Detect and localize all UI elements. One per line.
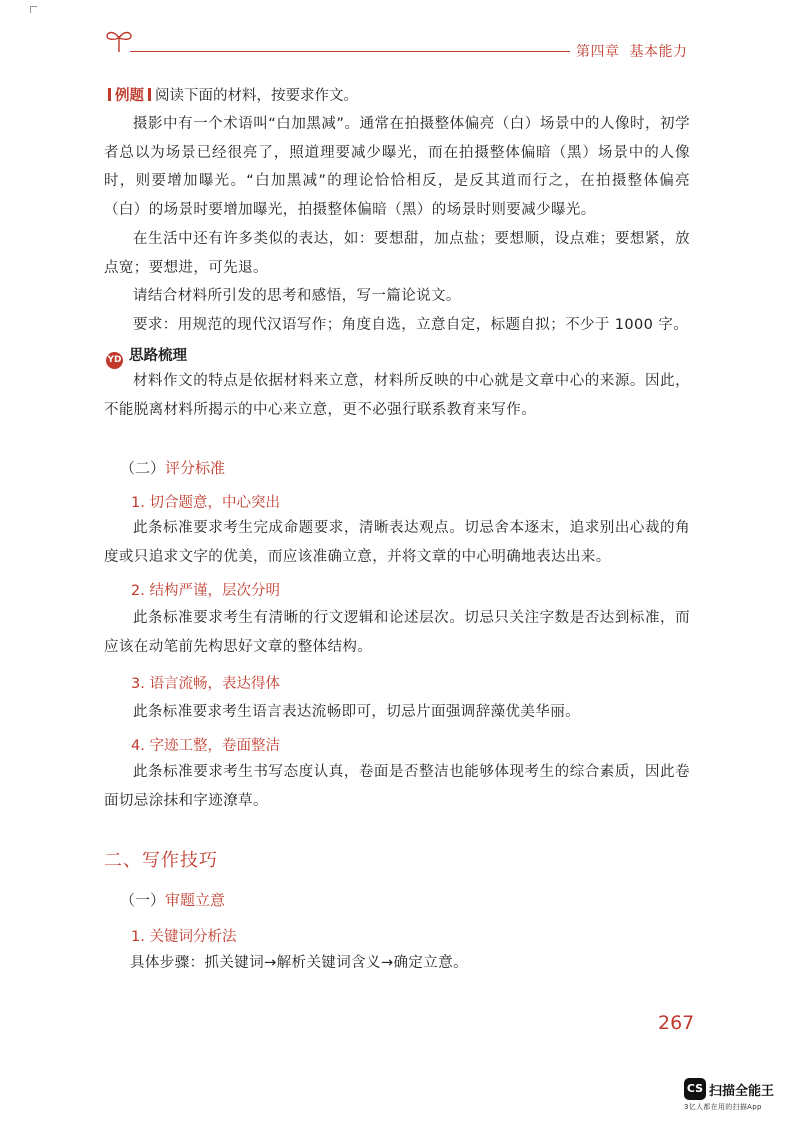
skills-method-title: 关键词分析法	[149, 929, 237, 945]
example-heading	[104, 86, 358, 106]
watermark-name: 扫描全能王	[709, 1083, 775, 1099]
camscanner-logo-icon: CS	[684, 1078, 706, 1100]
scoring-item-1-title: 切合题意，中心突出	[149, 495, 280, 511]
crop-mark	[30, 6, 37, 13]
scoring-item-1-text: 此条标准要求考生完成命题要求，清晰表达观点。切忌舍本逐末，追求别出心裁的角度或只追求文字的优美，而应该准确立意，并将文章的中心明确地表达出来。	[104, 520, 690, 565]
scoring-item-2-text: 此条标准要求考生有清晰的行文逻辑和论述层次。切忌只关注字数是否达到标准，而应该在动笔前先构思好文章的整体结构。	[104, 610, 690, 655]
think-title: 思路梳理	[129, 348, 187, 364]
scoring-title: 评分标准	[165, 459, 226, 477]
header-dashed-rule	[490, 51, 570, 52]
scoring-item-4-text: 此条标准要求考生书写态度认真，卷面是否整洁也能够体现考生的综合素质，因此卷面切忌涂抹和字迹潦草。	[104, 764, 690, 809]
scoring-item-3-text: 此条标准要求考生语言表达流畅即可，切忌片面强调辞藻优美华丽。	[133, 704, 580, 720]
scoring-item-3-num: 3.	[131, 676, 145, 692]
example-prompt: 阅读下面的材料，按要求作文。	[155, 88, 358, 104]
skills-method-heading	[131, 926, 236, 948]
sprout-icon	[104, 26, 134, 54]
example-bar-right	[148, 88, 151, 101]
page-number: 267	[658, 1012, 695, 1034]
scoring-section-title	[120, 457, 225, 479]
scoring-item-3-heading	[131, 673, 280, 695]
scoring-paren: （二）	[120, 459, 166, 477]
scoring-item-2-num: 2.	[131, 583, 145, 599]
chapter-name: 基本能力	[629, 44, 688, 60]
scoring-item-4-title: 字迹工整，卷面整洁	[149, 738, 280, 754]
think-heading	[106, 346, 187, 369]
example-paragraph-1: 摄影中有一个术语叫“白加黑减”。通常在拍摄整体偏亮（白）场景中的人像时，初学者总以为场景已经很亮了，照道理要减少曝光，而在拍摄整体偏暗（黑）场景中的人像时，则要增加曝光。“白加黑减”的理论恰恰相反，是反其道而行之，在拍摄整体偏亮（白）的场景时要增加曝光，拍摄整体偏暗（黑）的场景时则要减少曝光。	[104, 116, 690, 218]
scoring-item-3-title: 语言流畅，表达得体	[149, 676, 280, 692]
scoring-item-4-num: 4.	[131, 738, 145, 754]
scoring-item-2-heading	[131, 580, 280, 602]
example-paragraph-3: 请结合材料所引发的思考和感悟，写一篇论说文。	[133, 288, 461, 304]
skills-method-num: 1.	[131, 929, 145, 945]
scanner-watermark	[684, 1078, 774, 1112]
skills-paren: （一）	[120, 891, 166, 909]
think-badge-icon: YD	[106, 352, 123, 369]
scoring-item-2-title: 结构严谨，层次分明	[149, 583, 280, 599]
example-bar-left	[108, 88, 111, 101]
skills-section-title: 二、写作技巧	[104, 850, 218, 871]
example-paragraph-2: 在生活中还有许多类似的表达，如：要想甜，加点盐；要想顺，设点难；要想紧，放点宽；要想进，可先退。	[104, 231, 690, 276]
watermark-tagline: 3亿人都在用的扫描App	[684, 1103, 762, 1111]
skills-subsection-title	[120, 889, 225, 911]
think-paragraph: 材料作文的特点是依据材料来立意，材料所反映的中心就是文章中心的来源。因此，不能脱离材料所揭示的中心来立意，更不必强行联系教育来写作。	[104, 373, 690, 418]
skills-subtitle: 审题立意	[165, 891, 226, 909]
chapter-header	[576, 41, 688, 61]
skills-steps: 具体步骤：抓关键词→解析关键词含义→确定立意。	[130, 955, 468, 971]
example-requirements: 要求：用规范的现代汉语写作；角度自选，立意自定，标题自拟；不少于 1000 字。	[133, 317, 689, 333]
chapter-label: 第四章	[576, 44, 620, 60]
scoring-item-1-num: 1.	[131, 495, 145, 511]
example-tag: 例题	[115, 88, 144, 104]
scoring-item-1-heading	[131, 492, 280, 514]
scoring-item-4-heading	[131, 735, 280, 757]
